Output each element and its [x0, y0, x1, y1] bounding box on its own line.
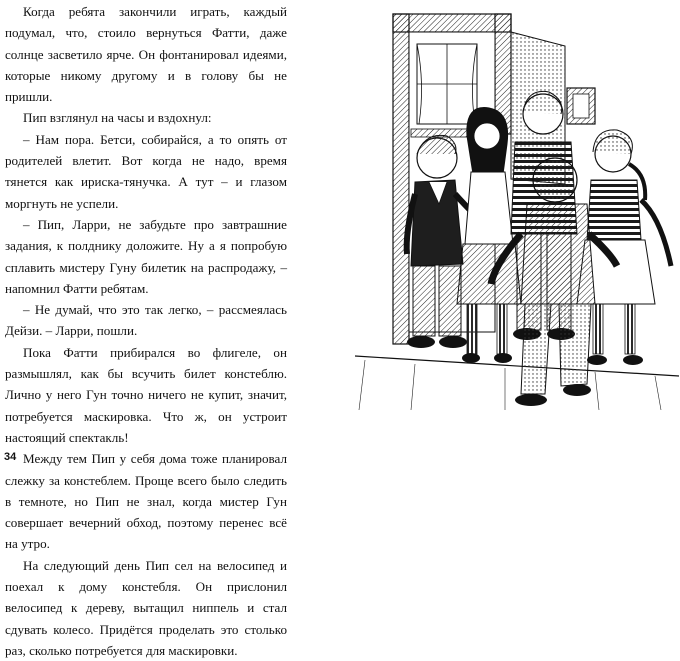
- paragraph: Когда ребята закончили играть, каждый подумал, что, стоило вернуться Фатти, даже солнце засветило ярче. Он фонтанировал идеями, которые никому другому и в голову бы не пришли.: [5, 4, 287, 105]
- paragraph: Пока Фатти прибирался во флигеле, он размышлял, как бы всучить билет констеблю. Лично у него Гун точно ничего не купит, значит, потребуется маскировка. Что ж, он устроит настоящий спектакль!: [5, 344, 287, 445]
- children-illustration: [355, 4, 679, 412]
- text-column: [5, 1, 287, 661]
- paragraph: – Нам пора. Бетси, собирайся, а то опять от родителей влетит. Вот когда не надо, время тянется как ириска-тянучка. А тут – и глазом моргнуть не успели.: [5, 131, 287, 211]
- paragraph: Между тем Пип у себя дома тоже планировал слежку за констеблем. Проще всего было следить в темноте, но Пип не знал, когда мистер Гун совершает вечерний обход, поэтому перенес всё на утро.: [5, 451, 287, 552]
- paragraph: – Пип, Ларри, не забудьте про завтрашние задания, к полднику доложите. Ну а я попробую сплавить мистеру Гуну билетик на распродажу, – напомнил Фатти ребятам.: [5, 216, 287, 296]
- paragraph: Пип взглянул на часы и вздохнул:: [23, 110, 212, 126]
- paragraph: – Не думай, что это так легко, – рассмеялась Дейзи. – Ларри, пошли.: [5, 302, 287, 339]
- page-number: 34: [4, 451, 17, 463]
- paragraph: На следующий день Пип сел на велосипед и поехал к дому констебля. Он прислонил велосипед к дереву, вытащил ниппель и стал сдувать колесо. Придётся проделать это столько раз, сколько потребуется для маскировки.: [5, 557, 287, 658]
